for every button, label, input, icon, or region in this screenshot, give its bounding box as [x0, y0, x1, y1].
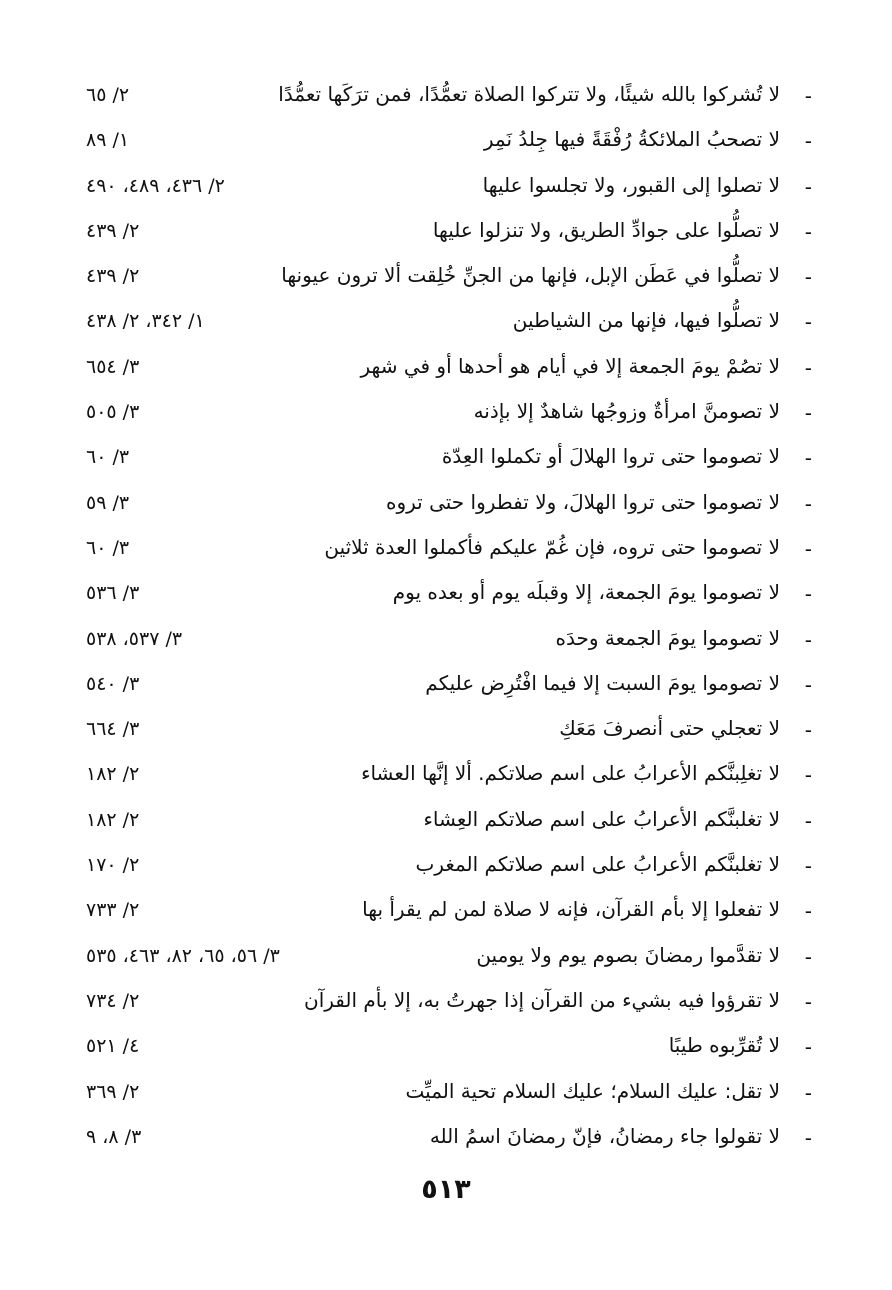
entry-bullet: - [804, 854, 812, 879]
entry-reference: ٤/ ٥٢١ [86, 1035, 140, 1058]
entry-text: لا تصلُّوا فيها، فإنها من الشياطين [512, 308, 780, 333]
entry-reference: ٣/ ٥٣٦ [86, 582, 140, 605]
entry-bullet: - [804, 808, 812, 833]
entry-bullet: - [804, 582, 812, 607]
entry-reference: ٢/ ٧٣٤ [86, 989, 140, 1012]
index-entry [80, 350, 812, 395]
page-number: ٥١٣ [421, 1174, 471, 1205]
index-entry [80, 984, 812, 1029]
entry-bullet: - [804, 536, 812, 561]
entry-text: لا تغلبنَّكم الأعرابُ على اسم صلاتكم المغرب [415, 852, 780, 877]
index-entry [80, 667, 812, 712]
index-entry [80, 78, 812, 123]
entry-reference: ٢/ ٣٦٩ [86, 1080, 140, 1103]
entry-text: لا تُقرِّبوه طيبًا [668, 1033, 780, 1058]
entry-reference: ٢/ ٤٣٦، ٤٨٩، ٤٩٠ [86, 174, 225, 197]
entry-text: لا تغلِبنَّكم الأعرابُ على اسم صلاتكم. ألا إنَّها العشاء [361, 761, 780, 786]
entry-reference: ٣/ ٥٤٠ [86, 672, 140, 695]
entry-reference: ٣/ ٦٠ [86, 536, 130, 559]
entry-text: لا تعجلي حتى أنصرفَ مَعَكِ [559, 716, 780, 741]
entry-text: لا تصومنَّ امرأةٌ وزوجُها شاهدٌ إلا بإذنه [473, 399, 780, 424]
entry-text: لا تصوموا يومَ الجمعة وحدَه [555, 625, 780, 650]
index-entry [80, 1075, 812, 1120]
entry-text: لا تفعلوا إلا بأم القرآن، فإنه لا صلاة لمن لم يقرأ بها [362, 897, 780, 922]
entry-text: لا تصلُّوا في عَطَن الإبل، فإنها من الجنِّ خُلِقت ألا ترون عيونها [281, 263, 780, 288]
entry-text: لا تصوموا يومَ الجمعة، إلا وقبلَه يوم أو بعده يوم [392, 580, 780, 605]
index-entry [80, 712, 812, 757]
entry-bullet: - [804, 265, 812, 290]
entry-reference: ٣/ ٥٦، ٦٥، ٨٢، ٤٦٣، ٥٣٥ [86, 944, 280, 967]
entry-reference: ٢/ ١٨٢ [86, 808, 140, 831]
index-entry [80, 440, 812, 485]
entry-text: لا تصُمْ يومَ الجمعة إلا في أيام هو أحدها أو في شهر [360, 353, 780, 378]
entry-reference: ٣/ ٦٠ [86, 446, 130, 469]
index-entry [80, 576, 812, 621]
index-entry [80, 757, 812, 802]
entry-reference: ٣/ ٥٩ [86, 491, 130, 514]
entry-reference: ٢/ ٧٣٣ [86, 899, 140, 922]
entry-bullet: - [804, 1125, 812, 1150]
entry-bullet: - [804, 763, 812, 788]
entry-reference: ٣/ ٥٣٧، ٥٣٨ [86, 627, 183, 650]
index-entry [80, 1120, 812, 1165]
index-entry [80, 304, 812, 349]
entry-text: لا تصلُّوا على جوادِّ الطريق، ولا تنزلوا عليها [432, 217, 780, 242]
entry-bullet: - [804, 219, 812, 244]
entry-bullet: - [804, 491, 812, 516]
entry-reference: ٣/ ٦٦٤ [86, 718, 140, 741]
entry-text: لا تغلبنَّكم الأعرابُ على اسم صلاتكم العِشاء [423, 806, 780, 831]
index-entry [80, 123, 812, 168]
entry-bullet: - [804, 1035, 812, 1060]
entry-bullet: - [804, 1080, 812, 1105]
entry-text: لا تقولوا جاء رمضانُ، فإنّ رمضانَ اسمُ الله [429, 1123, 780, 1148]
index-entry [80, 259, 812, 304]
index-entry [80, 214, 812, 259]
entry-bullet: - [804, 672, 812, 697]
entry-reference: ٢/ ١٨٢ [86, 763, 140, 786]
entry-reference: ٣/ ٦٥٤ [86, 355, 140, 378]
hadith-index-list [80, 78, 812, 1165]
index-entry [80, 486, 812, 531]
entry-text: لا تقل: عليك السلام؛ عليك السلام تحية الميِّت [405, 1078, 780, 1103]
entry-reference: ٢/ ٤٣٩ [86, 265, 140, 288]
entry-bullet: - [804, 129, 812, 154]
entry-bullet: - [804, 718, 812, 743]
entry-reference: ١/ ٨٩ [86, 129, 130, 152]
entry-reference: ١/ ٣٤٢، ٢/ ٤٣٨ [86, 310, 205, 333]
entry-bullet: - [804, 355, 812, 380]
entry-bullet: - [804, 401, 812, 426]
index-entry [80, 939, 812, 984]
entry-bullet: - [804, 84, 812, 108]
index-entry [80, 893, 812, 938]
entry-reference: ٣/ ٥٠٥ [86, 401, 140, 424]
entry-bullet: - [804, 989, 812, 1014]
entry-text: لا تصوموا حتى تروا الهلالَ، ولا تفطروا حتى تروه [386, 489, 780, 514]
entry-bullet: - [804, 944, 812, 969]
entry-text: لا تُشركوا بالله شيئًا، ولا تتركوا الصلاة تعمُّدًا، فمن ترَكَها تعمُّدًا [278, 82, 780, 106]
entry-reference: ٢/ ٤٣٩ [86, 219, 140, 242]
entry-bullet: - [804, 174, 812, 199]
index-entry [80, 848, 812, 893]
entry-text: لا تقرؤوا فيه بشيء من القرآن إذا جهرتُ به، إلا بأم القرآن [304, 987, 780, 1012]
entry-text: لا تقدَّموا رمضانَ بصوم يوم ولا يومين [476, 942, 780, 967]
entry-bullet: - [804, 446, 812, 471]
entry-text: لا تصوموا حتى تروه، فإن غُمّ عليكم فأكملوا العدة ثلاثين [324, 534, 780, 559]
index-entry [80, 395, 812, 440]
index-entry [80, 531, 812, 576]
entry-bullet: - [804, 627, 812, 652]
entry-text: لا تصحبُ الملائكةُ رُفْقَةً فيها جِلدُ نَمِر [483, 127, 780, 152]
entry-bullet: - [804, 899, 812, 924]
entry-reference: ٣/ ٨، ٩ [86, 1125, 142, 1148]
entry-text: لا تصلوا إلى القبور، ولا تجلسوا عليها [482, 172, 780, 197]
index-entry [80, 622, 812, 667]
entry-reference: ٢/ ٦٥ [86, 84, 130, 106]
entry-bullet: - [804, 310, 812, 335]
entry-text: لا تصوموا حتى تروا الهلالَ أو تكملوا العِدّة [441, 444, 780, 469]
entry-text: لا تصوموا يومَ السبت إلا فيما افْتُرِض عليكم [425, 670, 780, 695]
index-entry [80, 1029, 812, 1074]
entry-reference: ٢/ ١٧٠ [86, 854, 140, 877]
index-entry [80, 169, 812, 214]
index-entry [80, 803, 812, 848]
